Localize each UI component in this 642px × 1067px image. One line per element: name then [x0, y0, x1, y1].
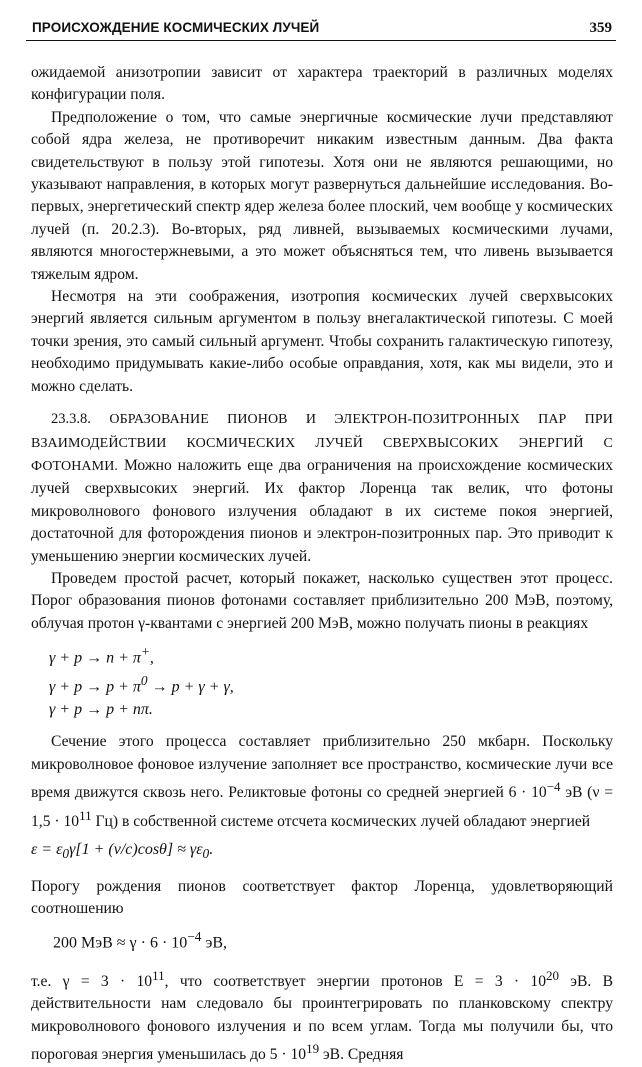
section-intro-text: Можно наложить еще два ограничения на происхождение космических лучей сверхвысоких энергий. Их фактор Лоренца так велик, что фотоны микроволнового фонового излучения обладают в их системе покоя энергией, достаточной для фоторождения пионов и электрон-позитронных пар. Это приводит к уменьшению энергии космических лучей.: [31, 456, 613, 565]
page-header: [26, 14, 616, 40]
page-body: [31, 62, 613, 1067]
section-title: ОБРАЗОВАНИЕ ПИОНОВ И ЭЛЕКТРОН-ПОЗИТРОННЫХ ПАР ПРИ ВЗАИМОДЕЙСТВИИ КОСМИЧЕСКИХ ЛУЧЕЙ СВЕРХВЫСОКИХ ЭНЕРГИЙ С ФОТОНАМИ.: [31, 412, 613, 474]
header-rule: [26, 40, 616, 41]
paragraph-threshold: Порогу рождения пионов соответствует фактор Лоренца, удовлетворяющий соотношению: [31, 877, 613, 917]
reaction-formulas: [49, 641, 613, 721]
reaction-2: $\gamma + p \to p + \pi^0 \to p + \gamma + \gamma$,: [49, 672, 234, 696]
reaction-3: γ + p → p + nπ.: [49, 700, 153, 718]
paragraph-continuation: ожидаемой анизотропии зависит от характера траекторий в различных моделях конфигурации поля.: [31, 64, 613, 104]
reaction-1: γ + p → n + π+,: [49, 644, 154, 667]
paragraph-iron-nuclei: Предположение о том, что самые энергичные космические лучи представляют собой ядра железа, не противоречит никаким известным данным. Два факта свидетельствуют в пользу этой гипотезы. Хотя они не являются решающими, но указывают направления, в которых могут развернуться дальнейшие исследования. Во-первых, энергетический спектр ядер железа более плоский, чем вообще у космических лучей (п. 20.2.3). Во-вторых, ряд ливней, вызываемых космическими лучами, являются многостержневыми, а это может объясняться тем, что ливень вызывается тяжелым ядром.: [31, 108, 613, 283]
paragraph-cross-section: Сечение этого процесса составляет приблизительно 250 мкбарн. Поскольку микроволновое фоновое излучение заполняет все пространство, космические лучи все время движутся сквозь него. Реликтовые фотоны со средней энергией $6 \cdot 10^{-4}$ эВ ($\nu = 1,5 \cdot 10^{11}$ Гц) в собственной системе отсчета космических лучей обладают энергией: [31, 733, 613, 830]
paragraph-calculation: Проведем простой расчет, который покажет, насколько существен этот процесс. Порог образования пионов фотонами составляет приблизительно 200 МэВ, поэтому, облучая протон γ-квантами с энергией 200 МэВ, можно получать пионы в реакциях: [31, 569, 613, 632]
section-gap: [31, 398, 613, 408]
energy-formula: $\varepsilon = \varepsilon_0\gamma[1 + (v/c)\cos\theta] \approx \gamma\varepsilon_0$.: [31, 841, 214, 862]
section-paragraph: [31, 408, 613, 568]
page-number: 359: [589, 20, 612, 36]
threshold-formula: 200 МэВ ≈ $\gamma \cdot 6 \cdot 10^{-4}$ эВ,: [53, 929, 228, 952]
section-number: 23.3.8.: [51, 411, 91, 428]
paragraph-isotropy: Несмотря на эти соображения, изотропия космических лучей сверхвысоких энергий является сильным аргументом в пользу внегалактической гипотезы. С моей точки зрения, это самый сильный аргумент. Чтобы сохранить галактическую гипотезу, необходимо придумывать какие-либо особые оправдания, хотя, как мы видели, это и можно сделать.: [31, 288, 613, 395]
running-title: ПРОИСХОЖДЕНИЕ КОСМИЧЕСКИХ ЛУЧЕЙ: [32, 20, 320, 35]
paragraph-proton-energy: т.е. $\gamma = 3 \cdot 10^{11}$, что соответствует энергии протонов $E = 3 \cdot 10^{20}$ эВ. В действительности нам следовало бы проинтегрировать по планковскому спектру микроволнового фонового излучения и по всем углам. Тогда мы получили бы, что пороговая энергия уменьшилась до $5 \cdot 10^{19}$ эВ. Средняя: [31, 967, 613, 1064]
